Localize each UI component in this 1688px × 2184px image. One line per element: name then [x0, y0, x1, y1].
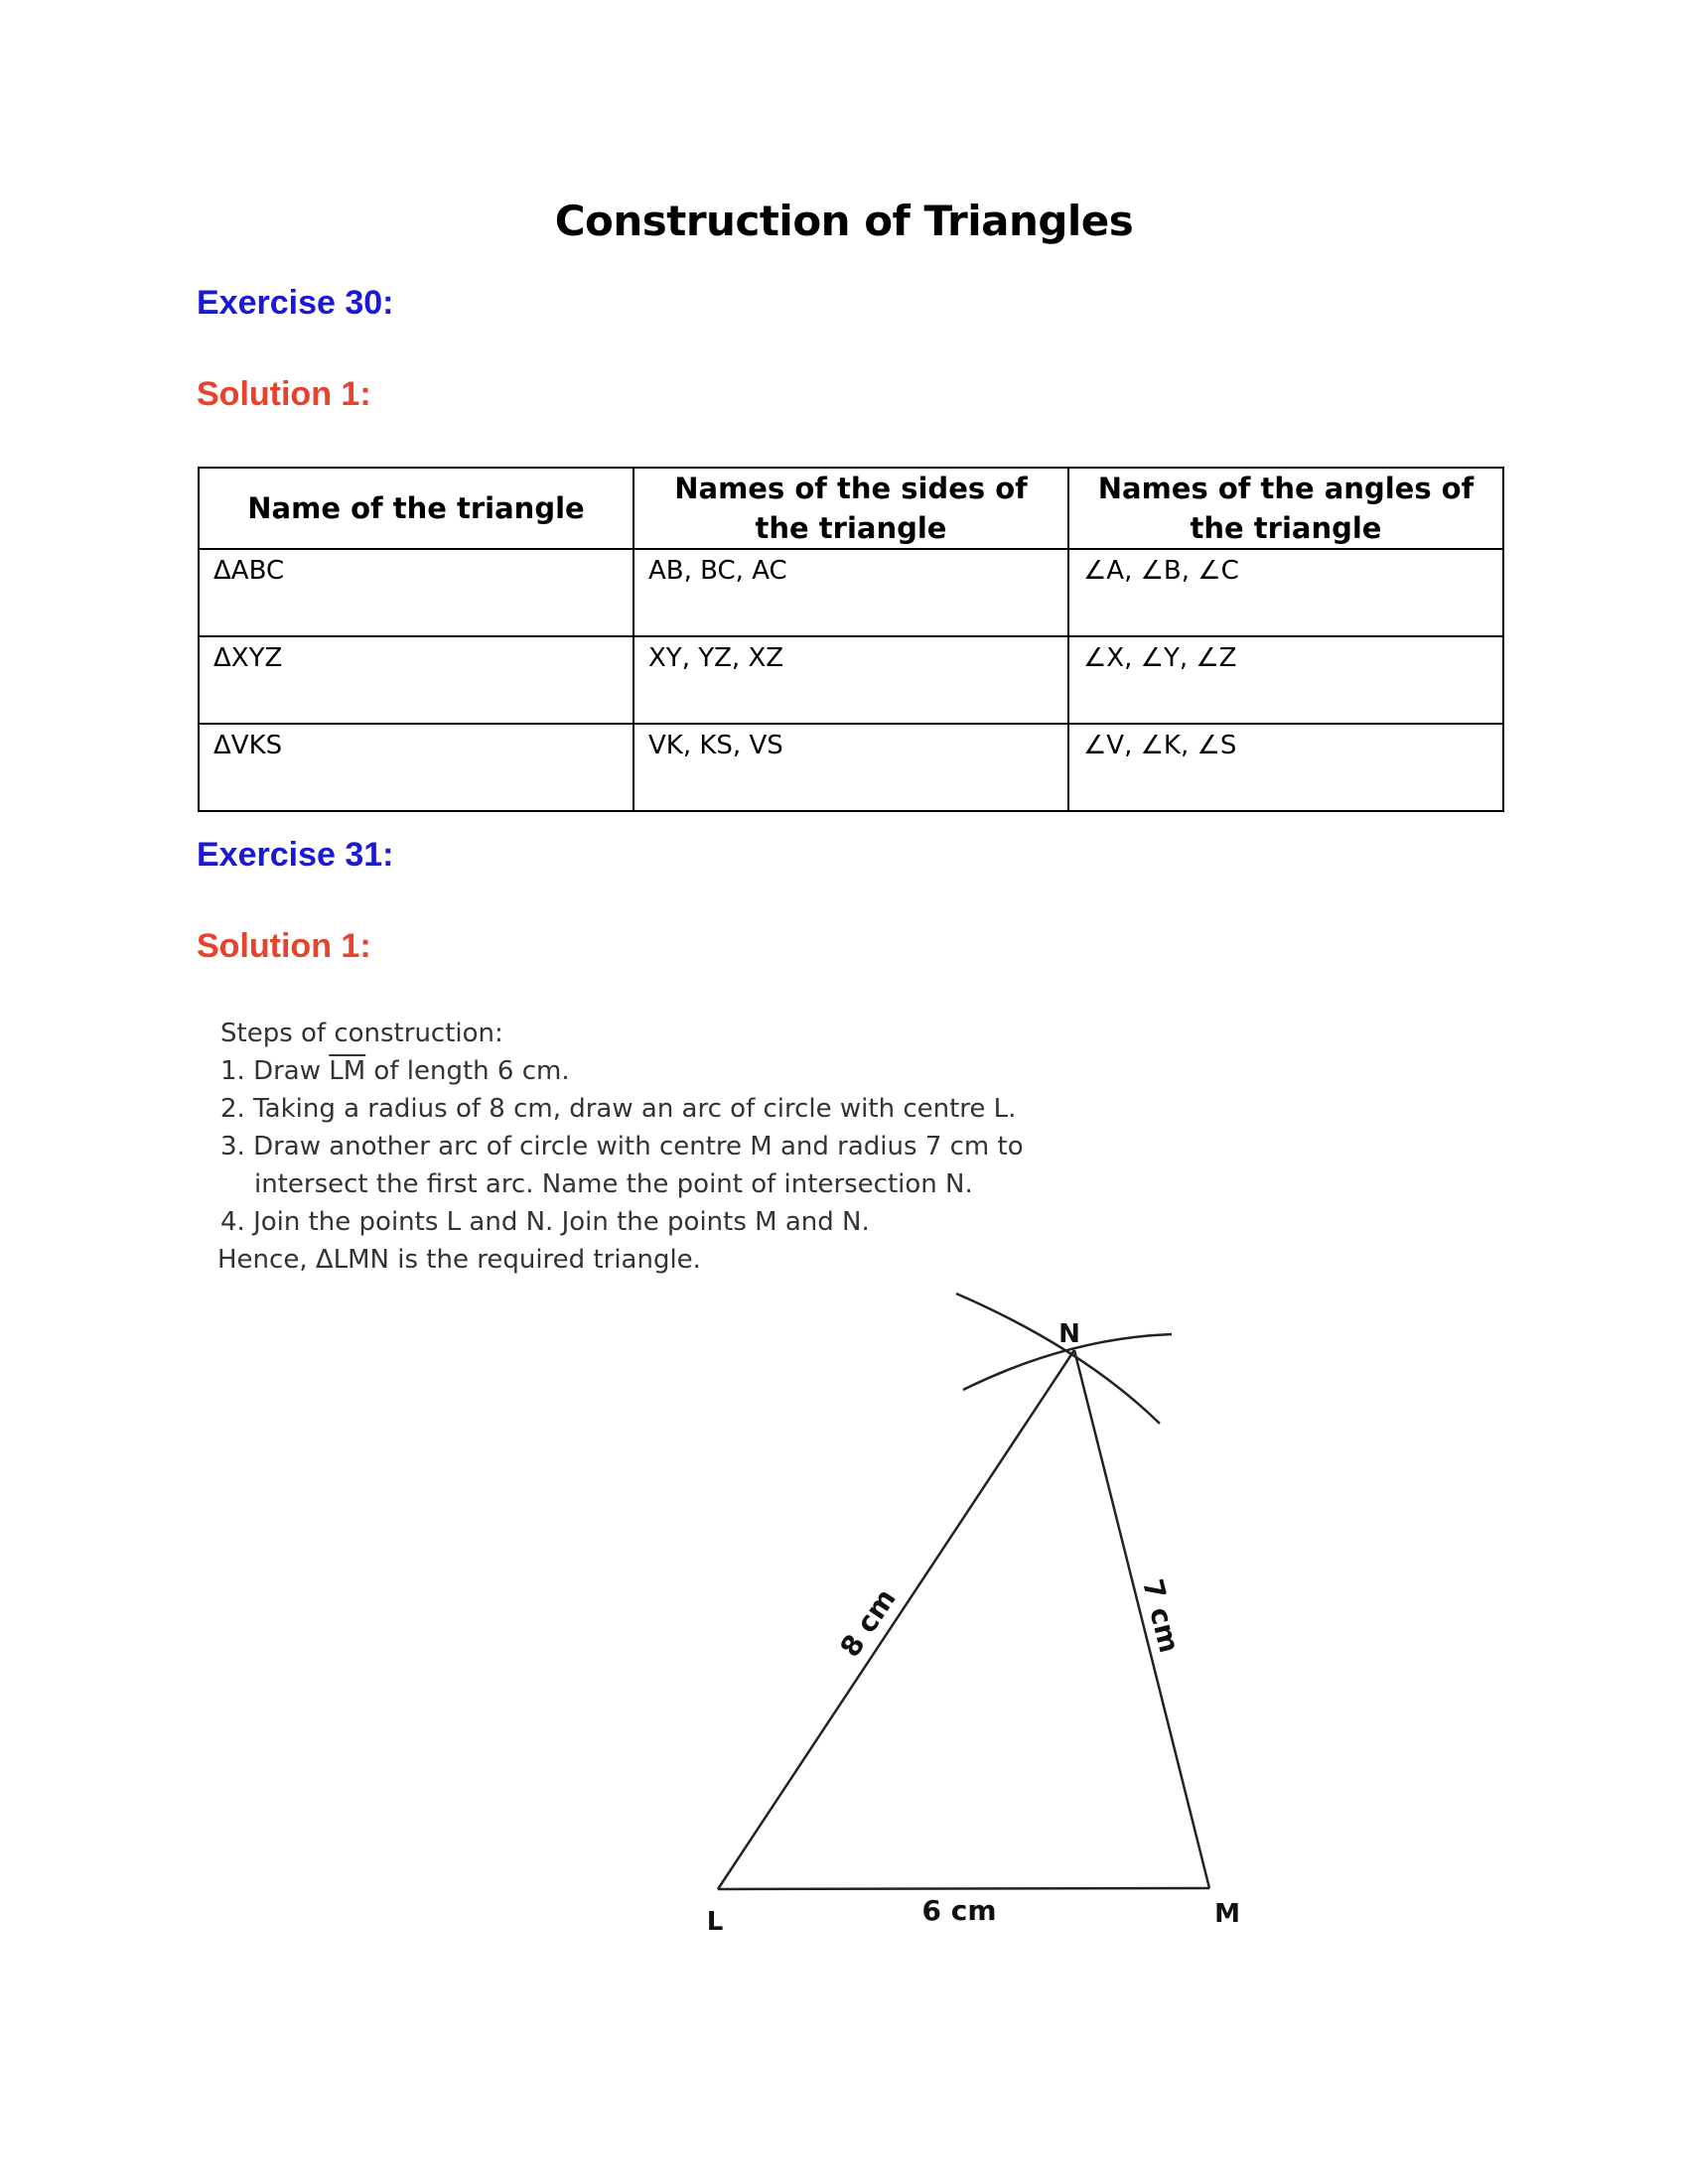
step-1-post: of length 6 cm.: [365, 1056, 570, 1086]
vertex-m-label: M: [1214, 1899, 1240, 1929]
cell-triangle: ΔXYZ: [199, 636, 633, 724]
header-sides: Names of the sides of the triangle: [633, 468, 1068, 549]
step-3-continued: intersect the first arc. Name the point of intersection N.: [254, 1169, 973, 1199]
cell-angles: ∠V, ∠K, ∠S: [1068, 724, 1503, 811]
cell-sides: VK, KS, VS: [633, 724, 1068, 811]
vertex-n-label: N: [1058, 1319, 1080, 1349]
side-mn-label: 7 cm: [1136, 1575, 1187, 1657]
exercise-30-solution-heading: Solution 1:: [197, 375, 371, 413]
conclusion: Hence, ΔLMN is the required triangle.: [217, 1245, 701, 1275]
step-1-pre: 1. Draw: [220, 1056, 330, 1086]
page-title: Construction of Triangles: [554, 197, 1134, 245]
cell-angles: ∠X, ∠Y, ∠Z: [1068, 636, 1503, 724]
step-4: 4. Join the points L and N. Join the points M and N.: [220, 1207, 870, 1237]
side-mn: [1074, 1350, 1209, 1888]
exercise-30-heading: Exercise 30:: [197, 284, 394, 322]
side-ln: [718, 1350, 1074, 1889]
cell-triangle: ΔVKS: [199, 724, 633, 811]
segment-lm: $\overline{LM}$: [329, 1056, 366, 1086]
steps-title: Steps of construction:: [220, 1019, 503, 1048]
side-ln-label: 8 cm: [833, 1582, 903, 1664]
step-3: 3. Draw another arc of circle with centre M and radius 7 cm to: [220, 1132, 1024, 1161]
cell-triangle: ΔABC: [199, 549, 633, 636]
cell-angles: ∠A, ∠B, ∠C: [1068, 549, 1503, 636]
exercise-31-solution-heading: Solution 1:: [197, 927, 371, 965]
side-lm: [718, 1888, 1209, 1889]
cell-sides: XY, YZ, XZ: [633, 636, 1068, 724]
header-triangle-name: Name of the triangle: [199, 468, 633, 549]
side-lm-label: 6 cm: [921, 1894, 997, 1927]
step-2: 2. Taking a radius of 8 cm, draw an arc of circle with centre L.: [220, 1094, 1017, 1124]
cell-sides: AB, BC, AC: [633, 549, 1068, 636]
header-angles: Names of the angles of the triangle: [1068, 468, 1503, 549]
vertex-l-label: L: [706, 1907, 724, 1937]
arc-from-l: [956, 1294, 1160, 1424]
exercise-31-heading: Exercise 31:: [197, 836, 394, 874]
